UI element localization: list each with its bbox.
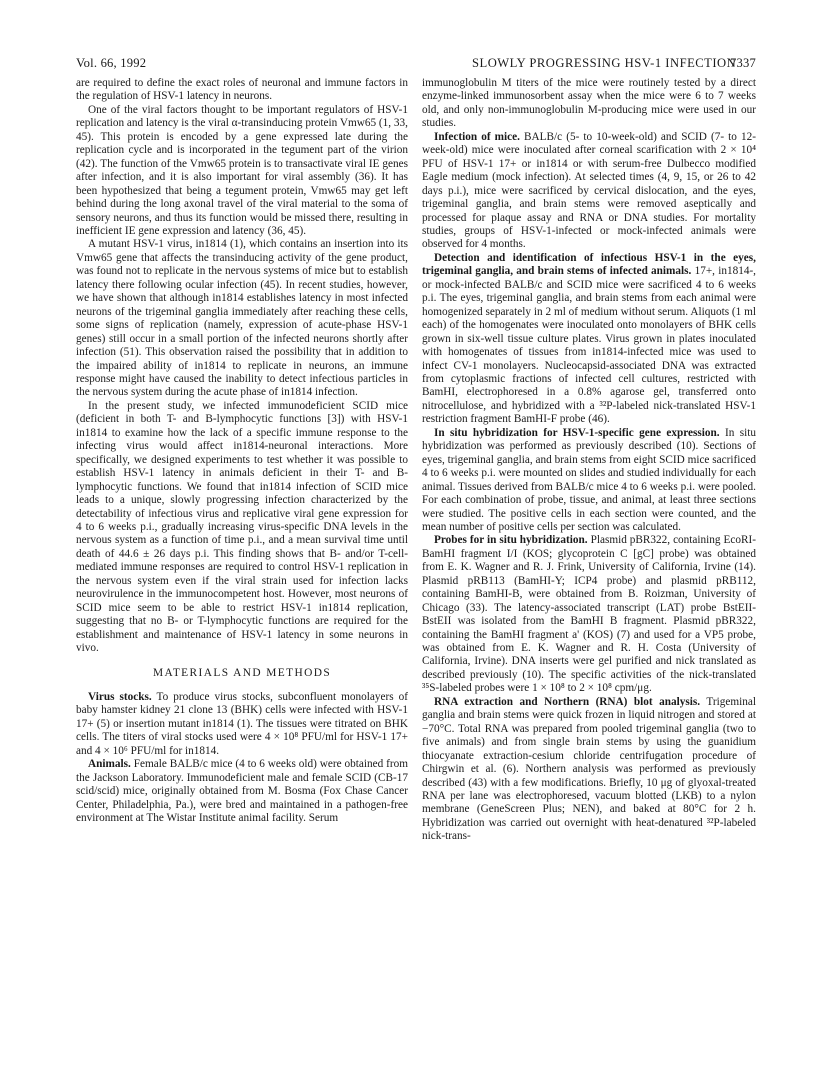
run-in-heading: RNA extraction and Northern (RNA) blot analysis. <box>434 695 701 708</box>
paragraph-text: 17+, in1814-, or mock-infected BALB/c and SCID mice were sacrificed 4 to 6 weeks p.i. The eyes, trigeminal ganglia, and brain stems from each animal were homogenized separately in 2 ml of medium without serum. Aliquots (1 ml each) of the homogenates were inoculated onto monolayers of BHK cells grown in six-well tissue culture plates. Virus grown in plates inoculated with homogenates of tissues from in1814-infected mice was used to infect CV-1 monolayers. Nucleocapsid-associated DNA was extracted from cytoplasmic fractions of infected cell cultures, restricted with BamHI, electrophoresed in a 0.8% agarose gel, transferred onto nitrocellulose, and hybridized with a ³²P-labeled nick-translated HSV-1 restriction fragment BamHI-F probe (46). <box>422 265 756 426</box>
page-number: 7337 <box>730 56 756 70</box>
left-column <box>76 77 408 825</box>
paragraph-text: In situ hybridization was performed as previously described (10). Sections of eyes, trigeminal ganglia, and brain stems from eight SCID mice sacrificed 4 to 6 weeks p.i. were mounted on slides and studied individually for each animal. Tissues derived from BALB/c mice 4 to 6 weeks p.i. were pooled. For each combination of probe, tissue, and animal, at least three sections were studied. The positive cells in each section were counted, and the mean number of positive cells per section was calculated. <box>422 426 756 533</box>
run-in-heading: Virus stocks. <box>88 690 152 703</box>
paragraph-text: Female BALB/c mice (4 to 6 weeks old) were obtained from the Jackson Laboratory. Immunodeficient male and female SCID (CB-17 scid/scid) mice, originally obtained from M. Bosma (Fox Chase Cancer Center, Philadelphia, Pa.), were bred and maintained in a pathogen-free environment at The Wistar Institute animal facility. Serum <box>76 758 408 825</box>
section-heading: MATERIALS AND METHODS <box>152 667 332 680</box>
run-in-heading: Animals. <box>88 758 131 771</box>
run-in-heading: Infection of mice. <box>434 130 520 143</box>
paragraph-text: To produce virus stocks, subconfluent monolayers of baby hamster kidney 21 clone 13 (BHK) cells were infected with HSV-1 17+ (5) or insertion mutant in1814 (1). The tissues were titrated on BHK cells. The titers of viral stocks used were 4 × 10⁸ PFU/ml for HSV-1 17+ and 4 × 10⁶ PFU/ml for in1814. <box>76 690 409 757</box>
paragraph: A mutant HSV-1 virus, in1814 (1), which contains an insertion into its Vmw65 gene that affects the transinducing activity of the gene product, was found not to replicate in the nervous systems of mice but to establish latency there following ocular infection (45). In recent studies, however, we have shown that although in1814 establishes latency in most infected neurons of the trigeminal ganglia immediately after reaching these cells, some signs of replication (namely, expression of acute-phase HSV-1 genes) still occur in a small portion of the infected neurons shortly after infection (51). This observation raised the possibility that in addition to the impaired ability of in1814 to replicate in neurons, an immune response might have caused the inability to detect infectious particles in the nervous system during the acute phase of in1814 infection. <box>76 238 408 399</box>
paragraph <box>422 534 756 695</box>
run-in-heading: In situ hybridization for HSV-1-specific gene expression. <box>434 426 720 439</box>
paragraph <box>76 758 408 825</box>
paragraph: In the present study, we infected immunodeficient SCID mice (deficient in both T- and B-lymphocytic functions [3]) with HSV-1 in1814 to examine how the lack of a specific immune response to the infecting virus would affect in1814-neuronal interactions. More specifically, we designed experiments to test whether it was possible to establish HSV-1 latency in animals deficient in their T- and B-lymphocytic functions. We found that in1814 infection of SCID mice leads to a unique, slowly progressing infection characterized by the detectability of infectious virus and replicative viral gene expression for 4 to 6 weeks p.i., gradually increasing virus-specific DNA levels in the nervous system as a function of time p.i., and a mean survival time until death of 44.6 ± 26 days p.i. This finding shows that B- and/or T-cell-mediated immune responses are required to control HSV-1 replication in the nervous system even if the viral strain used for infection lacks neurovirulence in the immunocompetent host. However, most neurons of SCID mice seem to be able to restrict HSV-1 in1814 replication, suggesting that no B- or T-lymphocytic functions are required for the establishment and maintenance of HSV-1 latency in some neurons in vivo. <box>76 399 408 655</box>
right-column <box>422 77 756 844</box>
paragraph <box>422 427 756 535</box>
paragraph <box>422 696 756 844</box>
paragraph: immunoglobulin M titers of the mice were routinely tested by a direct enzyme-linked immunosorbent assay when the mice were 6 to 7 weeks old, and only non-immunoglobulin M-producing mice were used in our studies. <box>422 77 756 130</box>
run-in-heading: Probes for in situ hybridization. <box>434 534 588 547</box>
journal-volume: Vol. 66, 1992 <box>76 56 147 70</box>
paragraph-text: BALB/c (5- to 10-week-old) and SCID (7- to 12-week-old) mice were inoculated after corneal scarification with 2 × 10⁴ PFU of HSV-1 17+ or in1814 or with serum-free Dulbecco modified Eagle medium (mock infection). At selected times (4, 9, 15, or 26 to 42 days p.i.), mice were sacrificed by cervical dislocation, and the eyes, trigeminal ganglia, and brain stems were removed aseptically and processed for plaque assay and RNA or DNA studies. For mortality studies, groups of HSV-1-infected or mock-infected animals were observed for 4 months. <box>422 130 756 251</box>
running-title: SLOWLY PROGRESSING HSV-1 INFECTION <box>472 56 737 70</box>
paragraph-text: Plasmid pBR322, containing EcoRI-BamHI fragment I/I (KOS; glycoprotein C [gC] probe) was obtained from E. K. Wagner and R. J. Frink, University of California, Irvine (14). Plasmid pRB113 (BamHI-Y; ICP4 probe) and plasmid pRB112, containing BamHI-B, were obtained from B. Roizman, University of Chicago (33). The latency-associated transcript (LAT) probe BstEII-BstEII was isolated from the BamHI B fragment. Plasmid pBR322, containing the BamHI fragment a' (KOS) (7) and used for a VP5 probe, was obtained from E. K. Wagner and R. H. Costa (University of California, Irvine). DNA inserts were gel purified and nick translated as described previously (10). The specific activities of the nick-translated ³⁵S-labeled probes were 1 × 10⁸ to 2 × 10⁸ cpm/μg. <box>422 534 756 695</box>
page-header <box>76 56 756 74</box>
paragraph <box>422 252 756 427</box>
paragraph <box>76 691 408 758</box>
paragraph <box>422 131 756 252</box>
paragraph: are required to define the exact roles of neuronal and immune factors in the regulation of HSV-1 latency in neurons. <box>76 77 408 103</box>
paragraph-text: Trigeminal ganglia and brain stems were quick frozen in liquid nitrogen and stored at −70°C. Total RNA was prepared from pooled trigeminal ganglia (two to five animals) and from single brain stems by using the guanidium thiocyanate extraction-cesium chloride centrifugation procedure of Chirgwin et al. (6). Northern analysis was performed as previously described (43) with a few modifications. Briefly, 10 μg of glyoxal-treated RNA per lane was electrophoresed, vacuum blotted (LKB) to a nylon membrane (GeneScreen Plus; NEN), and baked at 80°C for 2 h. Hybridization was carried out overnight with heat-denatured ³²P-labeled nick-trans- <box>422 695 756 843</box>
paragraph: One of the viral factors thought to be important regulators of HSV-1 replication and latency is the viral α-transinducing protein Vmw65 (1, 33, 45). This protein is encoded by a gene expressed late during the replication cycle and is incorporated in the tegument part of the virion (42). The function of the Vmw65 protein is to transactivate viral IE genes after infection, and it is also important for viral assembly (36). It has been hypothesized that being a tegument protein, Vmw65 may get left behind during the long axonal travel of the viral material to the soma of sensory neurons, and thus its function would be missed there, resulting in inefficient IE gene expression and latency (36, 45). <box>76 103 408 237</box>
run-in-heading: Detection and identification of infectious HSV-1 in the eyes, trigeminal ganglia, and brain stems of infected animals. <box>422 251 756 278</box>
